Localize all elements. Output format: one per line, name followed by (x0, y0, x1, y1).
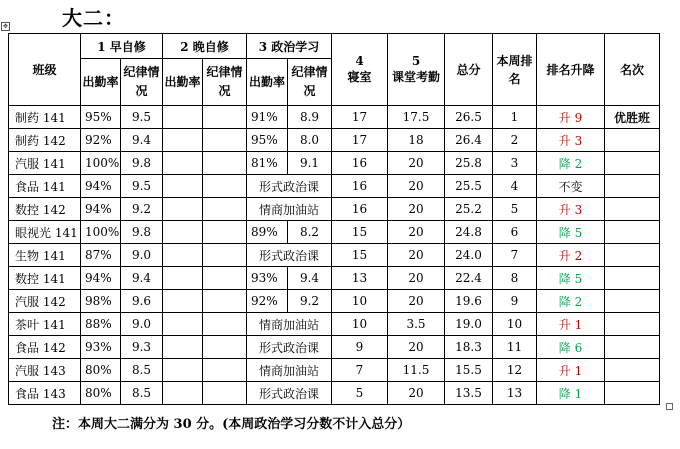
cell-rank-change: 降 2 (537, 152, 605, 175)
cell-dorm: 13 (332, 267, 388, 290)
table-row (9, 129, 660, 152)
table-row (9, 198, 660, 221)
header-rank-change: 排名升降 (537, 34, 605, 106)
cell-class: 食品 141 (9, 175, 81, 198)
cell-total: 15.5 (445, 359, 493, 382)
cell-evening-rate (163, 152, 203, 175)
header-evening: 2 晚自修 (163, 34, 247, 59)
cell-class: 汽服 141 (9, 152, 81, 175)
cell-dorm: 16 (332, 175, 388, 198)
cell-dorm: 15 (332, 244, 388, 267)
cell-dorm: 10 (332, 290, 388, 313)
cell-total: 25.2 (445, 198, 493, 221)
cell-evening-rate (163, 290, 203, 313)
header-class: 班级 (9, 34, 81, 106)
cell-classroom: 11.5 (388, 359, 445, 382)
cell-politics-discipline: 8.9 (288, 106, 332, 129)
cell-rank-change: 降 6 (537, 336, 605, 359)
cell-evening-discipline (203, 198, 247, 221)
table-row (9, 221, 660, 244)
cell-rank-change: 升 1 (537, 359, 605, 382)
cell-honor (605, 359, 660, 382)
cell-politics-discipline: 9.2 (288, 290, 332, 313)
table-row (9, 290, 660, 313)
cell-rank-change: 降 5 (537, 267, 605, 290)
cell-politics-rate: 89% (247, 221, 288, 244)
cell-morning-rate: 88% (81, 313, 121, 336)
cell-dorm: 5 (332, 382, 388, 405)
cell-week-rank: 9 (493, 290, 537, 313)
cell-classroom: 3.5 (388, 313, 445, 336)
cell-morning-discipline: 8.5 (121, 359, 163, 382)
table-resize-handle[interactable] (666, 403, 673, 410)
cell-evening-discipline (203, 221, 247, 244)
cell-week-rank: 2 (493, 129, 537, 152)
cell-rank-change: 不变 (537, 175, 605, 198)
cell-total: 22.4 (445, 267, 493, 290)
cell-honor (605, 175, 660, 198)
cell-morning-discipline: 9.0 (121, 244, 163, 267)
cell-week-rank: 5 (493, 198, 537, 221)
cell-evening-rate (163, 267, 203, 290)
cell-politics-discipline: 9.4 (288, 267, 332, 290)
cell-class: 汽服 142 (9, 290, 81, 313)
cell-politics-discipline: 8.0 (288, 129, 332, 152)
cell-evening-rate (163, 244, 203, 267)
cell-classroom: 18 (388, 129, 445, 152)
cell-class: 茶叶 141 (9, 313, 81, 336)
cell-rank-change: 升 3 (537, 129, 605, 152)
header-week-rank: 本周排名 (493, 34, 537, 106)
cell-honor: 优胜班 (605, 106, 660, 129)
cell-evening-discipline (203, 244, 247, 267)
cell-rank-change: 升 9 (537, 106, 605, 129)
cell-morning-discipline: 9.8 (121, 152, 163, 175)
cell-politics-merged: 情商加油站 (247, 359, 332, 382)
cell-evening-rate (163, 359, 203, 382)
cell-politics-discipline: 8.2 (288, 221, 332, 244)
cell-week-rank: 13 (493, 382, 537, 405)
cell-total: 24.0 (445, 244, 493, 267)
cell-dorm: 17 (332, 106, 388, 129)
cell-evening-discipline (203, 152, 247, 175)
cell-politics-rate: 93% (247, 267, 288, 290)
cell-politics-rate: 92% (247, 290, 288, 313)
table-row (9, 267, 660, 290)
cell-total: 24.8 (445, 221, 493, 244)
header-politics-discipline: 纪律情况 (288, 59, 332, 106)
page-title: 大二： (62, 6, 125, 30)
cell-classroom: 20 (388, 152, 445, 175)
cell-politics-merged: 情商加油站 (247, 313, 332, 336)
cell-class: 制药 142 (9, 129, 81, 152)
cell-rank-change: 降 1 (537, 382, 605, 405)
cell-rank-change: 升 3 (537, 198, 605, 221)
cell-class: 汽服 143 (9, 359, 81, 382)
cell-evening-discipline (203, 359, 247, 382)
cell-class: 生物 141 (9, 244, 81, 267)
cell-morning-rate: 92% (81, 129, 121, 152)
cell-week-rank: 1 (493, 106, 537, 129)
cell-week-rank: 4 (493, 175, 537, 198)
cell-politics-rate: 81% (247, 152, 288, 175)
cell-honor (605, 152, 660, 175)
cell-class: 眼视光 141 (9, 221, 81, 244)
ranking-table (8, 33, 660, 405)
cell-evening-rate (163, 313, 203, 336)
cell-morning-rate: 80% (81, 382, 121, 405)
cell-morning-rate: 98% (81, 290, 121, 313)
header-total: 总分 (445, 34, 493, 106)
cell-evening-discipline (203, 106, 247, 129)
cell-morning-rate: 94% (81, 198, 121, 221)
cell-morning-rate: 100% (81, 152, 121, 175)
cell-politics-rate: 95% (247, 129, 288, 152)
cell-class: 数控 141 (9, 267, 81, 290)
cell-dorm: 16 (332, 152, 388, 175)
cell-morning-discipline: 9.2 (121, 198, 163, 221)
cell-week-rank: 3 (493, 152, 537, 175)
cell-politics-merged: 情商加油站 (247, 198, 332, 221)
cell-honor (605, 129, 660, 152)
cell-evening-rate (163, 129, 203, 152)
cell-morning-discipline: 8.5 (121, 382, 163, 405)
cell-rank-change: 降 5 (537, 221, 605, 244)
cell-morning-discipline: 9.4 (121, 129, 163, 152)
cell-week-rank: 12 (493, 359, 537, 382)
cell-politics-merged: 形式政治课 (247, 175, 332, 198)
cell-evening-rate (163, 175, 203, 198)
cell-class: 食品 142 (9, 336, 81, 359)
cell-dorm: 10 (332, 313, 388, 336)
cell-dorm: 16 (332, 198, 388, 221)
cell-honor (605, 198, 660, 221)
cell-morning-rate: 95% (81, 106, 121, 129)
cell-evening-discipline (203, 290, 247, 313)
cell-honor (605, 267, 660, 290)
cell-total: 26.4 (445, 129, 493, 152)
cell-rank-change: 升 1 (537, 313, 605, 336)
table-row (9, 152, 660, 175)
cell-morning-discipline: 9.0 (121, 313, 163, 336)
cell-morning-discipline: 9.8 (121, 221, 163, 244)
cell-morning-discipline: 9.6 (121, 290, 163, 313)
cell-evening-discipline (203, 129, 247, 152)
cell-politics-merged: 形式政治课 (247, 336, 332, 359)
header-morning: 1 早自修 (81, 34, 163, 59)
cell-morning-rate: 100% (81, 221, 121, 244)
cell-classroom: 20 (388, 336, 445, 359)
cell-morning-rate: 87% (81, 244, 121, 267)
cell-classroom: 17.5 (388, 106, 445, 129)
cell-total: 25.5 (445, 175, 493, 198)
cell-evening-discipline (203, 313, 247, 336)
header-morning-rate: 出勤率 (81, 59, 121, 106)
cell-evening-discipline (203, 382, 247, 405)
cell-honor (605, 221, 660, 244)
cell-classroom: 20 (388, 175, 445, 198)
cell-rank-change: 降 2 (537, 290, 605, 313)
header-politics: 3 政治学习 (247, 34, 332, 59)
table-row (9, 106, 660, 129)
cell-class: 制药 141 (9, 106, 81, 129)
cell-evening-rate (163, 106, 203, 129)
footnote: 注：本周大二满分为 30 分。(本周政治学习分数不计入总分） (52, 417, 411, 432)
cell-class: 数控 142 (9, 198, 81, 221)
cell-classroom: 20 (388, 290, 445, 313)
cell-morning-rate: 94% (81, 267, 121, 290)
table-body (9, 106, 660, 405)
cell-total: 19.0 (445, 313, 493, 336)
cell-politics-rate: 91% (247, 106, 288, 129)
cell-total: 26.5 (445, 106, 493, 129)
table-anchor-icon[interactable]: ✥ (2, 23, 9, 30)
cell-week-rank: 10 (493, 313, 537, 336)
cell-classroom: 20 (388, 221, 445, 244)
cell-week-rank: 8 (493, 267, 537, 290)
cell-honor (605, 290, 660, 313)
cell-evening-discipline (203, 267, 247, 290)
header-dorm: 4 寝室 (332, 34, 388, 106)
cell-morning-discipline: 9.5 (121, 175, 163, 198)
cell-week-rank: 7 (493, 244, 537, 267)
cell-classroom: 20 (388, 382, 445, 405)
cell-classroom: 20 (388, 244, 445, 267)
cell-morning-discipline: 9.5 (121, 106, 163, 129)
header-evening-rate: 出勤率 (163, 59, 203, 106)
cell-evening-discipline (203, 175, 247, 198)
cell-morning-discipline: 9.4 (121, 267, 163, 290)
cell-morning-discipline: 9.3 (121, 336, 163, 359)
cell-honor (605, 244, 660, 267)
header-honor: 名次 (605, 34, 660, 106)
cell-politics-merged: 形式政治课 (247, 382, 332, 405)
cell-evening-rate (163, 198, 203, 221)
header-morning-discipline: 纪律情况 (121, 59, 163, 106)
cell-class: 食品 143 (9, 382, 81, 405)
cell-honor (605, 336, 660, 359)
cell-evening-discipline (203, 336, 247, 359)
cell-evening-rate (163, 221, 203, 244)
cell-honor (605, 382, 660, 405)
cell-evening-rate (163, 336, 203, 359)
header-politics-rate: 出勤率 (247, 59, 288, 106)
table-row (9, 175, 660, 198)
table-row (9, 382, 660, 405)
header-classroom: 5 课堂考勤 (388, 34, 445, 106)
table-row (9, 313, 660, 336)
cell-evening-rate (163, 382, 203, 405)
header-evening-discipline: 纪律情况 (203, 59, 247, 106)
cell-week-rank: 6 (493, 221, 537, 244)
cell-week-rank: 11 (493, 336, 537, 359)
cell-politics-discipline: 9.1 (288, 152, 332, 175)
cell-total: 19.6 (445, 290, 493, 313)
cell-total: 13.5 (445, 382, 493, 405)
cell-morning-rate: 93% (81, 336, 121, 359)
table-row (9, 336, 660, 359)
table-row (9, 359, 660, 382)
cell-dorm: 17 (332, 129, 388, 152)
cell-politics-merged: 形式政治课 (247, 244, 332, 267)
cell-classroom: 20 (388, 198, 445, 221)
cell-total: 25.8 (445, 152, 493, 175)
cell-dorm: 15 (332, 221, 388, 244)
table-row (9, 244, 660, 267)
cell-dorm: 7 (332, 359, 388, 382)
cell-dorm: 9 (332, 336, 388, 359)
cell-classroom: 20 (388, 267, 445, 290)
cell-total: 18.3 (445, 336, 493, 359)
cell-honor (605, 313, 660, 336)
cell-rank-change: 升 2 (537, 244, 605, 267)
cell-morning-rate: 80% (81, 359, 121, 382)
cell-morning-rate: 94% (81, 175, 121, 198)
